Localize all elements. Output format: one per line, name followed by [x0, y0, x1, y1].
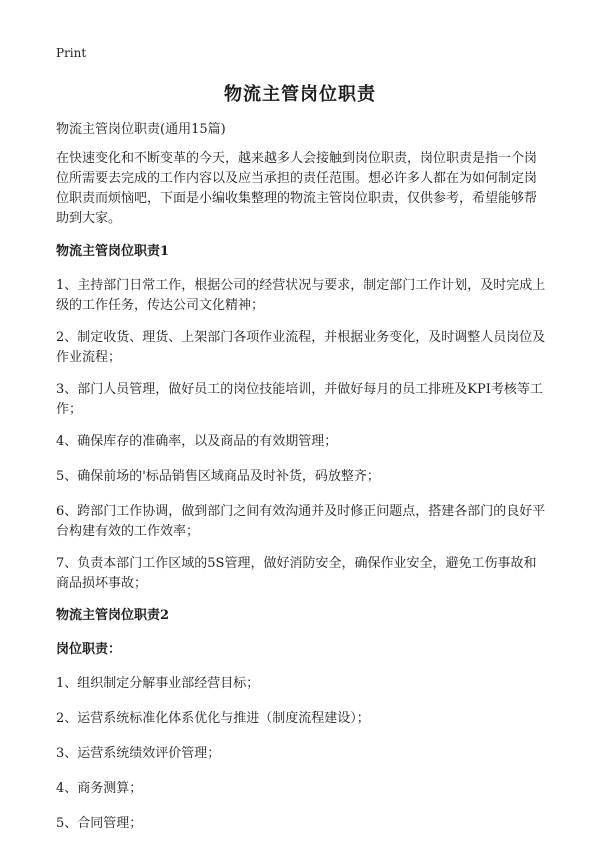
- page-title: 物流主管岗位职责: [224, 84, 376, 105]
- section-subheading: 岗位职责：: [56, 642, 122, 657]
- document-subtitle: 物流主管岗位职责(通用15篇): [56, 122, 226, 137]
- duty-item: 4、商务测算；: [56, 781, 143, 796]
- print-link[interactable]: Print: [56, 46, 87, 60]
- duty-item: 5、确保前场的'标品销售区域商品及时补货，码放整齐；: [56, 469, 380, 484]
- duty-item: 1、组织制定分解事业部经营目标；: [56, 676, 260, 691]
- section-heading-1: 物流主管岗位职责1: [56, 244, 170, 259]
- duty-item: 6、跨部门工作协调，做到部门之间有效沟通并及时修正问题点，搭建各部门的良好平台构建有效的工作效率；: [56, 504, 546, 539]
- duty-item: 5、合同管理；: [56, 816, 143, 831]
- duty-item: 2、运营系统标准化体系优化与推进（制度流程建设）；: [56, 711, 370, 726]
- duty-item: 3、部门人员管理，做好员工的岗位技能培训，并做好每月的员工排班及KPI考核等工作；: [56, 382, 543, 417]
- duty-item: 2、制定收货、理货、上架部门各项作业流程，并根据业务变化，及时调整人员岗位及作业流程；: [56, 330, 546, 365]
- duty-item: 1、主持部门日常工作，根据公司的经营状况与要求，制定部门工作计划，及时完成上级的工作任务，传达公司文化精神；: [56, 278, 546, 313]
- document-body: [56, 120, 548, 849]
- duty-item: 4、确保库存的准确率，以及商品的有效期管理；: [56, 434, 338, 449]
- section-heading-2: 物流主管岗位职责2: [56, 608, 170, 623]
- duty-item: 3、运营系统绩效评价管理；: [56, 746, 221, 761]
- duty-item: 7、负责本部门工作区域的5S管理，做好消防安全，确保作业安全，避免工伤事故和商品损坏事故；: [56, 556, 537, 591]
- intro-paragraph: 在快速变化和不断变革的今天，越来越多人会接触到岗位职责，岗位职责是指一个岗位所需要去完成的工作内容以及应当承担的责任范围。想必许多人都在为如何制定岗位职责而烦恼吧，下面是小编收集整理的物流主管岗位职责，仅供参考，希望能够帮助到大家。: [56, 151, 538, 226]
